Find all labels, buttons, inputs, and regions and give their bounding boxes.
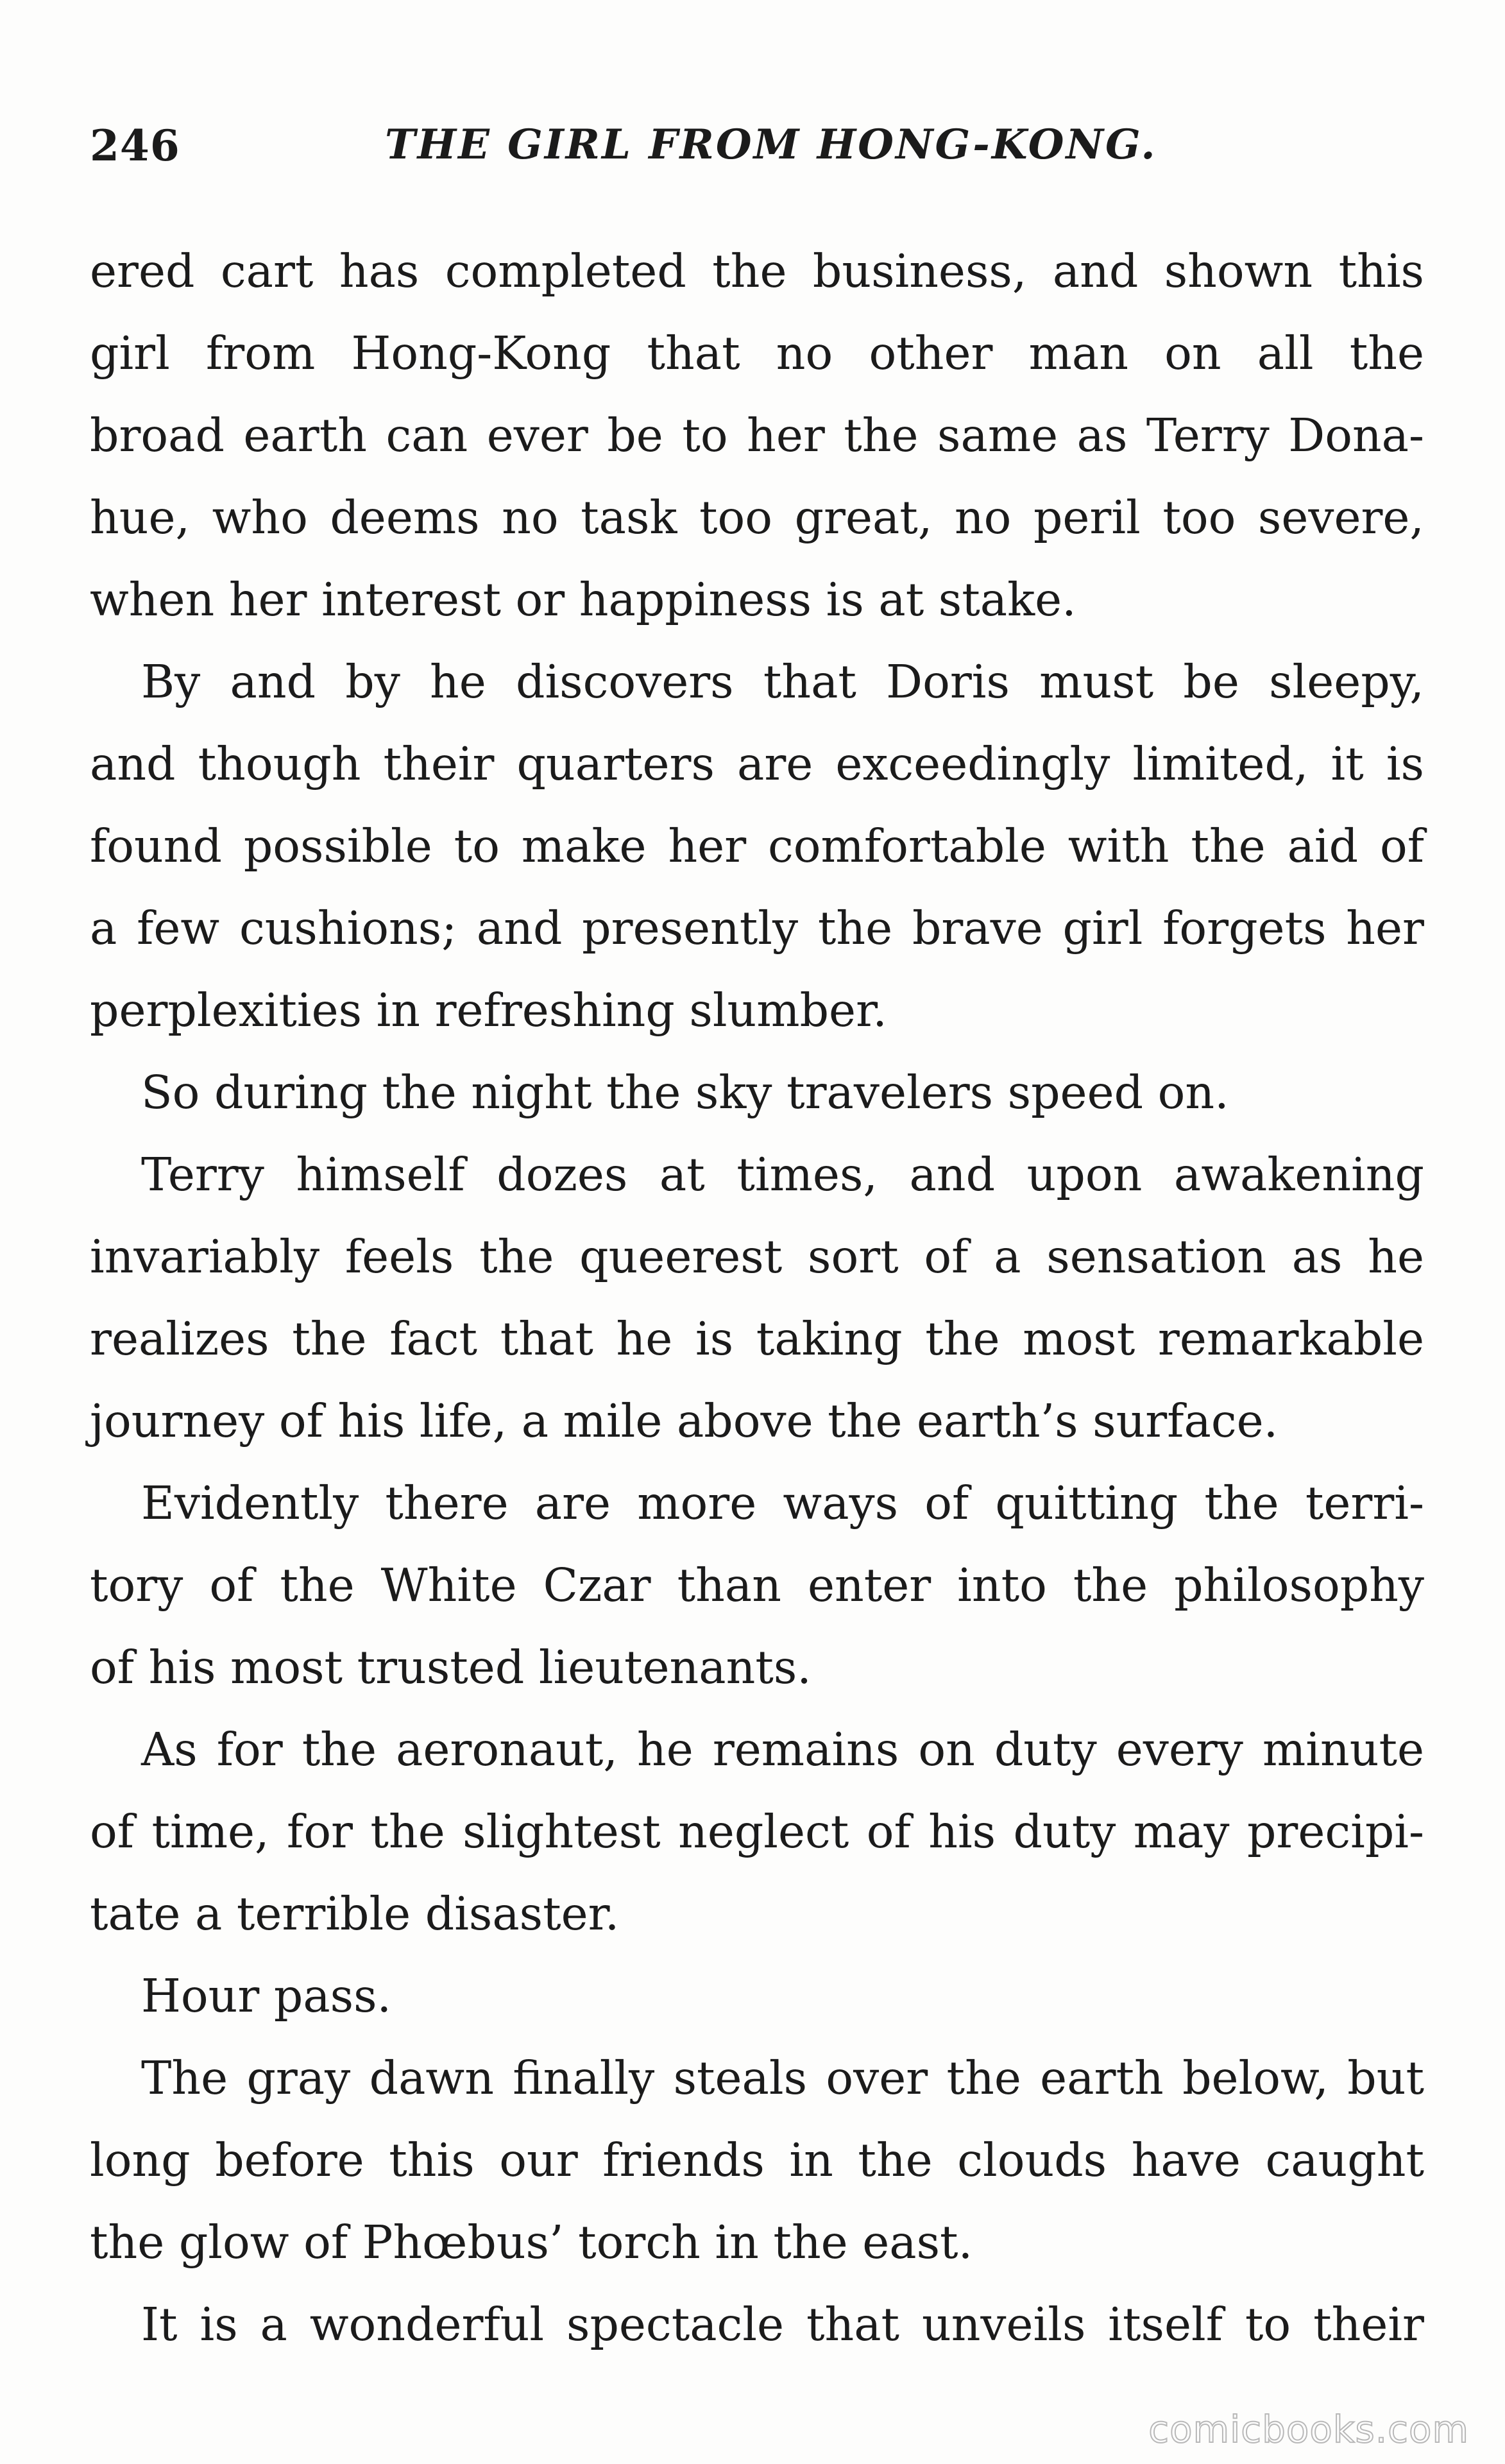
text-line: invariably feels the queerest sort of a sensation as he [90, 1230, 1424, 1283]
text-line: ered cart has completed the business, and shown this [90, 244, 1424, 298]
text-line: perplexities in refreshing slumber. [90, 984, 887, 1037]
text-line: tory of the White Czar than enter into the philosophy [90, 1559, 1424, 1612]
text-line: a few cushions; and presently the brave girl forgets her [90, 902, 1424, 955]
text-line: long before this our friends in the clouds have caught [90, 2134, 1424, 2187]
running-title: THE GIRL FROM HONG-KONG. [385, 121, 1157, 169]
text-line: girl from Hong-Kong that no other man on all the [90, 327, 1424, 380]
text-line: realizes the fact that he is taking the most remarkable [90, 1312, 1424, 1365]
running-head [90, 121, 1418, 178]
text-line: and though their quarters are exceedingly limited, it is [90, 737, 1424, 791]
text-line: So during the night the sky travelers speed on. [141, 1066, 1229, 1119]
text-line: tate a terrible disaster. [90, 1887, 620, 1940]
watermark: comicbooks.com [1148, 2408, 1469, 2451]
text-line: It is a wonderful spectacle that unveils itself to their [141, 2298, 1424, 2351]
text-line: By and by he discovers that Doris must be sleepy, [141, 655, 1424, 708]
text-line: journey of his life, a mile above the earth’s surface. [90, 1394, 1279, 1448]
text-line: As for the aeronaut, he remains on duty every minute [141, 1723, 1424, 1776]
text-line: found possible to make her comfortable with the aid of [90, 819, 1424, 873]
text-line: of his most trusted lieutenants. [90, 1641, 812, 1694]
text-line: hue, who deems no task too great, no peril too severe, [90, 491, 1424, 544]
page-number: 246 [90, 121, 180, 171]
text-line: the glow of Phœbus’ torch in the east. [90, 2216, 973, 2269]
text-line: The gray dawn finally steals over the earth below, but [141, 2051, 1424, 2105]
text-line: Evidently there are more ways of quitting the terri- [141, 1476, 1424, 1530]
text-line: of time, for the slightest neglect of his duty may precipi- [90, 1805, 1424, 1858]
text-line: Terry himself dozes at times, and upon awakening [141, 1148, 1424, 1201]
text-line: broad earth can ever be to her the same as Terry Dona- [90, 409, 1424, 462]
text-line: Hour pass. [141, 1969, 392, 2023]
text-line: when her interest or happiness is at stake. [90, 573, 1076, 626]
